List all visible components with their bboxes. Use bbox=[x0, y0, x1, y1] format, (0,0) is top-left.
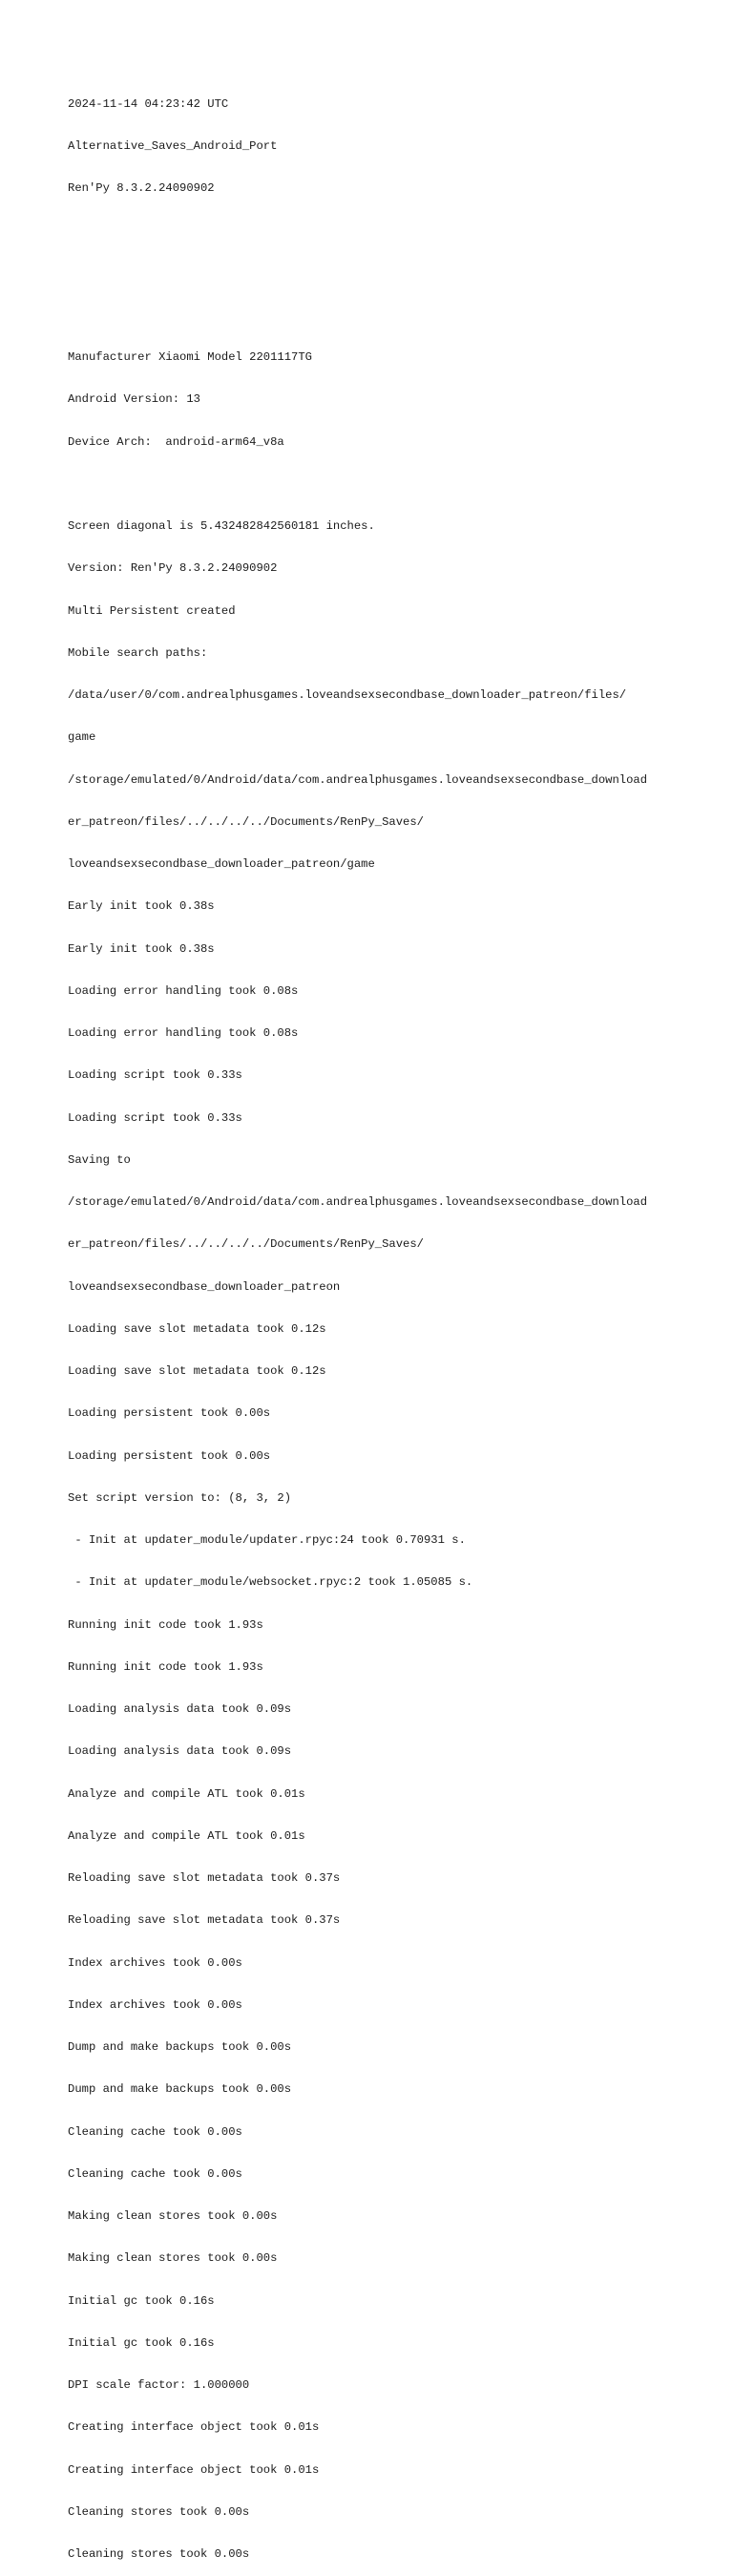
log-line: Device Arch: android-arm64_v8a bbox=[68, 434, 284, 449]
log-line: DPI scale factor: 1.000000 bbox=[68, 2378, 250, 2392]
log-line: er_patreon/files/../../../../Documents/RenPy_Saves/ bbox=[68, 814, 424, 829]
log-line: Dump and make backups took 0.00s bbox=[68, 2040, 292, 2054]
log-line: Index archives took 0.00s bbox=[68, 1955, 242, 1970]
log-line: Saving to bbox=[68, 1152, 131, 1167]
log-line: Loading error handling took 0.08s bbox=[68, 1026, 299, 1040]
log-line: Initial gc took 0.16s bbox=[68, 2335, 215, 2350]
log-line: Cleaning cache took 0.00s bbox=[68, 2124, 242, 2139]
log-line: /data/user/0/com.andrealphusgames.loveandsexsecondbase_downloader_patreon/files/ bbox=[68, 688, 627, 702]
log-line: game bbox=[68, 730, 96, 745]
log-line: Loading analysis data took 0.09s bbox=[68, 1702, 292, 1716]
log-line: Ren'Py 8.3.2.24090902 bbox=[68, 181, 215, 195]
log-line: - Init at updater_module/websocket.rpyc:2 took 1.05085 s. bbox=[68, 1575, 473, 1590]
log-line: loveandsexsecondbase_downloader_patreon/game bbox=[68, 857, 375, 871]
log-line: Multi Persistent created bbox=[68, 603, 236, 618]
log-line: Version: Ren'Py 8.3.2.24090902 bbox=[68, 561, 278, 576]
log-line: Early init took 0.38s bbox=[68, 899, 215, 914]
log-line: Making clean stores took 0.00s bbox=[68, 2251, 278, 2266]
log-line bbox=[68, 477, 698, 492]
log-line: Loading save slot metadata took 0.12s bbox=[68, 1364, 326, 1378]
log-line: Early init took 0.38s bbox=[68, 941, 215, 956]
log-line: Dump and make backups took 0.00s bbox=[68, 2082, 292, 2097]
log-line: Loading error handling took 0.08s bbox=[68, 983, 299, 998]
log-line: Loading script took 0.33s bbox=[68, 1110, 242, 1125]
log-line: Cleaning cache took 0.00s bbox=[68, 2166, 242, 2181]
log-line bbox=[68, 308, 698, 323]
log-line bbox=[68, 266, 698, 281]
log-line: Set script version to: (8, 3, 2) bbox=[68, 1490, 292, 1505]
log-line: Creating interface object took 0.01s bbox=[68, 2462, 320, 2477]
log-line: Loading analysis data took 0.09s bbox=[68, 1744, 292, 1759]
log-line: Analyze and compile ATL took 0.01s bbox=[68, 1786, 305, 1801]
log-line: er_patreon/files/../../../../Documents/RenPy_Saves/ bbox=[68, 1237, 424, 1252]
log-line: Index archives took 0.00s bbox=[68, 1997, 242, 2012]
log-line: Loading persistent took 0.00s bbox=[68, 1406, 271, 1421]
log-line: /storage/emulated/0/Android/data/com.andrealphusgames.loveandsexsecondbase_download bbox=[68, 772, 648, 787]
log-line: Loading persistent took 0.00s bbox=[68, 1448, 271, 1463]
log-line: 2024-11-14 04:23:42 UTC bbox=[68, 96, 229, 111]
log-line: Loading script took 0.33s bbox=[68, 1068, 242, 1083]
log-line: - Init at updater_module/updater.rpyc:24 took 0.70931 s. bbox=[68, 1533, 466, 1547]
log-line: Reloading save slot metadata took 0.37s bbox=[68, 1871, 341, 1885]
log-line: Reloading save slot metadata took 0.37s bbox=[68, 1913, 341, 1928]
log-text bbox=[68, 69, 698, 2576]
log-line: Cleaning stores took 0.00s bbox=[68, 2547, 250, 2561]
log-line: Making clean stores took 0.00s bbox=[68, 2209, 278, 2223]
log-line: Initial gc took 0.16s bbox=[68, 2293, 215, 2308]
log-line: loveandsexsecondbase_downloader_patreon bbox=[68, 1279, 341, 1294]
log-line: Screen diagonal is 5.432482842560181 inches. bbox=[68, 519, 375, 533]
log-line: Running init code took 1.93s bbox=[68, 1617, 263, 1632]
log-line: Mobile search paths: bbox=[68, 645, 208, 660]
log-line: Running init code took 1.93s bbox=[68, 1659, 263, 1674]
log-line: Alternative_Saves_Android_Port bbox=[68, 138, 278, 153]
log-line: Manufacturer Xiaomi Model 2201117TG bbox=[68, 350, 312, 364]
log-line: Analyze and compile ATL took 0.01s bbox=[68, 1828, 305, 1843]
log-line: Creating interface object took 0.01s bbox=[68, 2420, 320, 2435]
log-line: /storage/emulated/0/Android/data/com.andrealphusgames.loveandsexsecondbase_download bbox=[68, 1195, 648, 1209]
log-line: Loading save slot metadata took 0.12s bbox=[68, 1321, 326, 1336]
log-line bbox=[68, 223, 698, 238]
log-line: Cleaning stores took 0.00s bbox=[68, 2504, 250, 2519]
log-line: Android Version: 13 bbox=[68, 392, 200, 407]
